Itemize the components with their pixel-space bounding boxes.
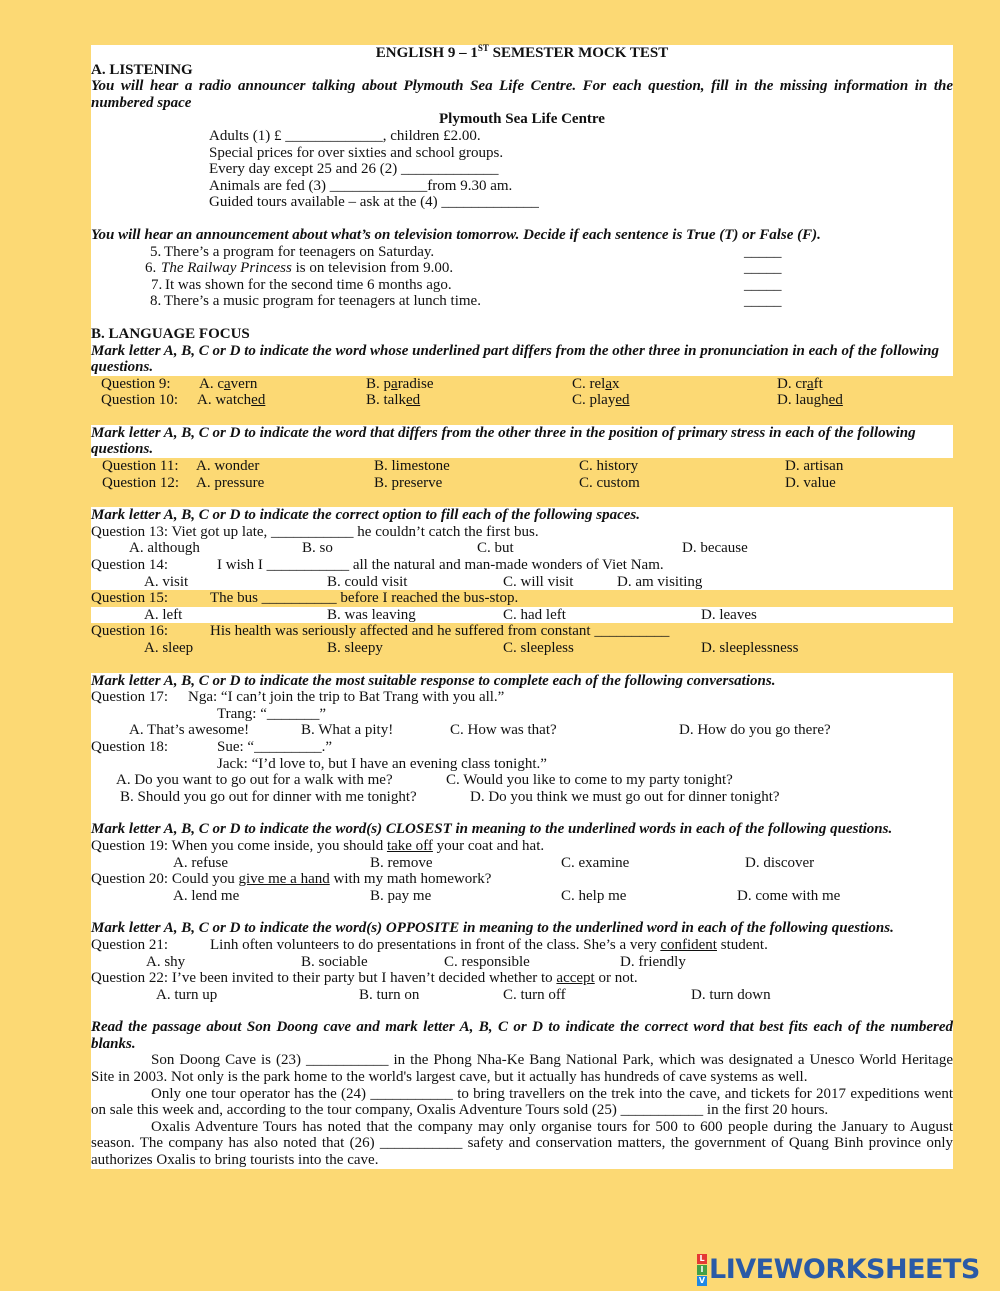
option-b[interactable]: B. preserve — [374, 474, 443, 491]
option-b[interactable]: B. pay me — [370, 887, 432, 904]
passage-paragraph: Only one tour operator has the (24) ___________ to bring travellers on the trek into the cave, and tickets for 2017 expeditions went on sale this week and, according to the tour company, Oxalis Adventure Tours sold (25) ___________ in the first 20 hours. — [91, 1085, 953, 1119]
question-19-stem: Question 19: When you come inside, you should take off your coat and hat. — [91, 837, 545, 854]
option-d[interactable]: D. artisan — [785, 458, 844, 475]
question-18-bd — [91, 789, 953, 806]
option-d[interactable]: D. How do you go there? — [679, 722, 831, 739]
option-a[interactable]: A. cavern — [199, 375, 258, 392]
option-a[interactable]: A. sleep — [144, 640, 194, 656]
listening-instruction-1: You will hear a radio announcer talking about Plymouth Sea Life Centre. For each question, fill in the missing information in the numbered space — [91, 78, 953, 111]
question-12: Question 12: A. pressure B. preserve C. custom D. value — [102, 474, 836, 491]
listening-instruction-2: You will hear an announcement about what’s on television tomorrow. Decide if each sentence is True (T) or False (F). — [91, 227, 953, 244]
form-line: Guided tours available – ask at the (4) _____________ — [209, 194, 539, 211]
option-b[interactable]: B. sleepy — [327, 640, 383, 656]
question-22 — [91, 987, 953, 1004]
listening-form — [91, 128, 953, 211]
question-14-stem: Question 14: I wish I ___________ all the natural and man-made wonders of Viet Nam. — [91, 557, 953, 574]
option-c[interactable]: C. responsible — [444, 953, 530, 970]
tf-answer-blank[interactable]: _____ — [744, 293, 782, 310]
conversation-section — [91, 673, 953, 1169]
option-c[interactable]: C. How was that? — [450, 722, 557, 739]
logo-cube-icon: L I V — [698, 1254, 706, 1285]
option-c[interactable]: C. had left — [503, 606, 566, 623]
question-22-stem: Question 22: I’ve been invited to their party but I haven’t decided whether to accept or not. — [91, 970, 638, 987]
option-d[interactable]: D. value — [785, 474, 836, 491]
form-line: Adults (1) £ _____________, children £2.00. — [209, 127, 481, 144]
question-15-stem: Question 15: The bus __________ before I reached the bus-stop. — [91, 590, 519, 607]
stress-instruction: Mark letter A, B, C or D to indicate the word that differs from the other three in the position of primary stress in each of the following questions. — [91, 425, 953, 458]
option-d[interactable]: D. laughed — [777, 392, 843, 409]
tf-answer-blank[interactable]: _____ — [744, 243, 782, 260]
liveworksheets-logo — [697, 1254, 980, 1286]
worksheet — [91, 45, 953, 1169]
fill-instruction: Mark letter A, B, C or D to indicate the correct option to fill each of the following spaces. — [91, 507, 953, 524]
question-16 — [91, 640, 953, 657]
option-c[interactable]: C. will visit — [503, 573, 574, 590]
option-d[interactable]: D. craft — [777, 375, 823, 392]
tf-answer-blank[interactable]: _____ — [744, 276, 782, 293]
page-title: ENGLISH 9 – 1ST SEMESTER MOCK TEST — [91, 45, 953, 62]
option-b[interactable]: B. sociable — [301, 953, 368, 970]
option-d[interactable]: D. sleeplessness — [701, 640, 799, 656]
option-c[interactable]: C. sleepless — [503, 640, 574, 656]
question-18-ac — [91, 772, 953, 789]
option-b[interactable]: B. could visit — [327, 573, 408, 590]
question-21-stem: Question 21: Linh often volunteers to do presentations in front of the class. She’s a very confident student. — [91, 936, 768, 953]
listening-heading: A. LISTENING — [91, 62, 953, 79]
closest-instruction: Mark letter A, B, C or D to indicate the word(s) CLOSEST in meaning to the underlined words in each of the following questions. — [91, 821, 893, 838]
question-14 — [91, 574, 953, 591]
option-c[interactable]: C. turn off — [503, 986, 566, 1003]
option-b[interactable]: B. paradise — [366, 375, 434, 392]
option-b[interactable]: B. turn on — [359, 986, 420, 1003]
question-16-stem: Question 16: His health was seriously affected and he suffered from constant __________ — [91, 623, 670, 640]
question-20-stem: Question 20: Could you give me a hand with my math homework? — [91, 871, 492, 888]
option-a[interactable]: A. Do you want to go out for a walk with me? — [116, 772, 393, 789]
question-15 — [91, 607, 953, 624]
option-a[interactable]: A. That’s awesome! — [129, 722, 250, 739]
question-18-line-2: Jack: “I’d love to, but I have an evening class tonight.” — [217, 755, 547, 772]
question-21 — [91, 954, 953, 971]
option-a[interactable]: A. refuse — [173, 854, 228, 871]
option-c[interactable]: C. history — [579, 458, 639, 475]
question-13-stem: Question 13: Viet got up late, ___________ he couldn’t catch the first bus. — [91, 524, 953, 541]
question-10: Question 10: A. watched B. talked C. played D. laughed — [101, 392, 843, 409]
option-d[interactable]: D. turn down — [691, 986, 771, 1003]
option-a[interactable]: A. although — [129, 540, 200, 557]
option-b[interactable]: B. so — [302, 540, 333, 557]
option-a[interactable]: A. lend me — [173, 887, 240, 904]
passage-paragraph: Oxalis Adventure Tours has noted that the company may only organise tours for 500 to 600 people during the January to August season. The company has also noted that (26) ___________ safety and conservation matters, the government of Quang Binh province only authorizes Oxalis to bring tourists into the cave. — [91, 1118, 953, 1169]
option-d[interactable]: D. am visiting — [617, 573, 703, 590]
option-a[interactable]: A. pressure — [196, 474, 265, 491]
pronunciation-instruction: Mark letter A, B, C or D to indicate the word whose underlined part differs from the other three in pronunciation in each of the following questions. — [91, 343, 953, 376]
option-d[interactable]: D. leaves — [701, 606, 757, 623]
option-d[interactable]: D. come with me — [737, 887, 841, 904]
option-c[interactable]: C. relax — [572, 375, 620, 392]
question-13 — [91, 540, 953, 557]
option-b[interactable]: B. remove — [370, 854, 433, 871]
option-b[interactable]: B. Should you go out for dinner with me tonight? — [120, 788, 417, 805]
option-b[interactable]: B. limestone — [374, 458, 450, 475]
question-18-line-1: Question 18: Sue: “_________.” — [91, 738, 332, 755]
option-a[interactable]: A. left — [144, 606, 183, 623]
form-line: Animals are fed (3) _____________from 9.30 am. — [209, 177, 513, 194]
passage-paragraph: Son Doong Cave is (23) ___________ in the Phong Nha-Ke Bang National Park, which was designated a Unesco World Heritage Site in 2003. Not only is the park home to the world's largest cave, but it actually has hundreds of cave systems as well. — [91, 1052, 953, 1086]
question-17-line-2: Trang: “_______” — [217, 705, 327, 722]
option-c[interactable]: C. examine — [561, 854, 630, 871]
option-a[interactable]: A. shy — [146, 953, 186, 970]
question-11: Question 11: A. wonder B. limestone C. history D. artisan — [102, 458, 844, 475]
option-d[interactable]: D. Do you think we must go out for dinner tonight? — [470, 788, 780, 805]
option-c[interactable]: C. but — [477, 540, 514, 557]
centre-title: Plymouth Sea Life Centre — [91, 111, 953, 128]
tf-answer-blank[interactable]: _____ — [744, 260, 782, 277]
option-a[interactable]: A. watched — [197, 392, 266, 409]
question-20 — [91, 888, 953, 905]
option-b[interactable]: B. was leaving — [327, 606, 416, 623]
option-c[interactable]: C. custom — [579, 474, 640, 491]
option-d[interactable]: D. discover — [745, 854, 815, 871]
option-d[interactable]: D. friendly — [620, 953, 686, 970]
option-b[interactable]: B. What a pity! — [301, 722, 394, 739]
form-line: Special prices for over sixties and school groups. — [209, 144, 504, 161]
question-19 — [91, 855, 953, 872]
option-b[interactable]: B. talked — [366, 392, 421, 409]
question-17-line-1: Question 17: Nga: “I can’t join the trip to Bat Trang with you all.” — [91, 689, 505, 706]
true-false-list: 5. There’s a program for teenagers on Saturday. _____ 6. The Railway Princess is on television from 9.00. _____ 7. It was shown for the second time 6 months ago. _____ 8. There’s a music program for teenagers at lunch time. _____ — [91, 244, 953, 310]
option-a[interactable]: A. turn up — [156, 986, 218, 1003]
option-a[interactable]: A. visit — [144, 573, 189, 590]
form-line: Every day except 25 and 26 (2) _____________ — [209, 161, 499, 178]
opposite-instruction: Mark letter A, B, C or D to indicate the word(s) OPPOSITE in meaning to the underlined word in each of the following questions. — [91, 920, 894, 937]
question-9: Question 9: A. cavern B. paradise C. relax D. craft — [101, 375, 823, 392]
reading-instruction: Read the passage about Son Doong cave and mark letter A, B, C or D to indicate the correct word that best fits each of the numbered blanks. — [91, 1019, 953, 1052]
logo-text: LIVEWORKSHEETS — [709, 1253, 980, 1285]
option-c[interactable]: C. played — [572, 392, 630, 409]
option-c[interactable]: C. help me — [561, 887, 627, 904]
language-heading: B. LANGUAGE FOCUS — [91, 326, 953, 343]
option-d[interactable]: D. because — [682, 540, 748, 557]
question-17 — [91, 722, 953, 739]
option-c[interactable]: C. Would you like to come to my party tonight? — [446, 772, 733, 789]
option-a[interactable]: A. wonder — [196, 458, 260, 475]
conversation-instruction: Mark letter A, B, C or D to indicate the most suitable response to complete each of the following conversations. — [91, 672, 776, 689]
